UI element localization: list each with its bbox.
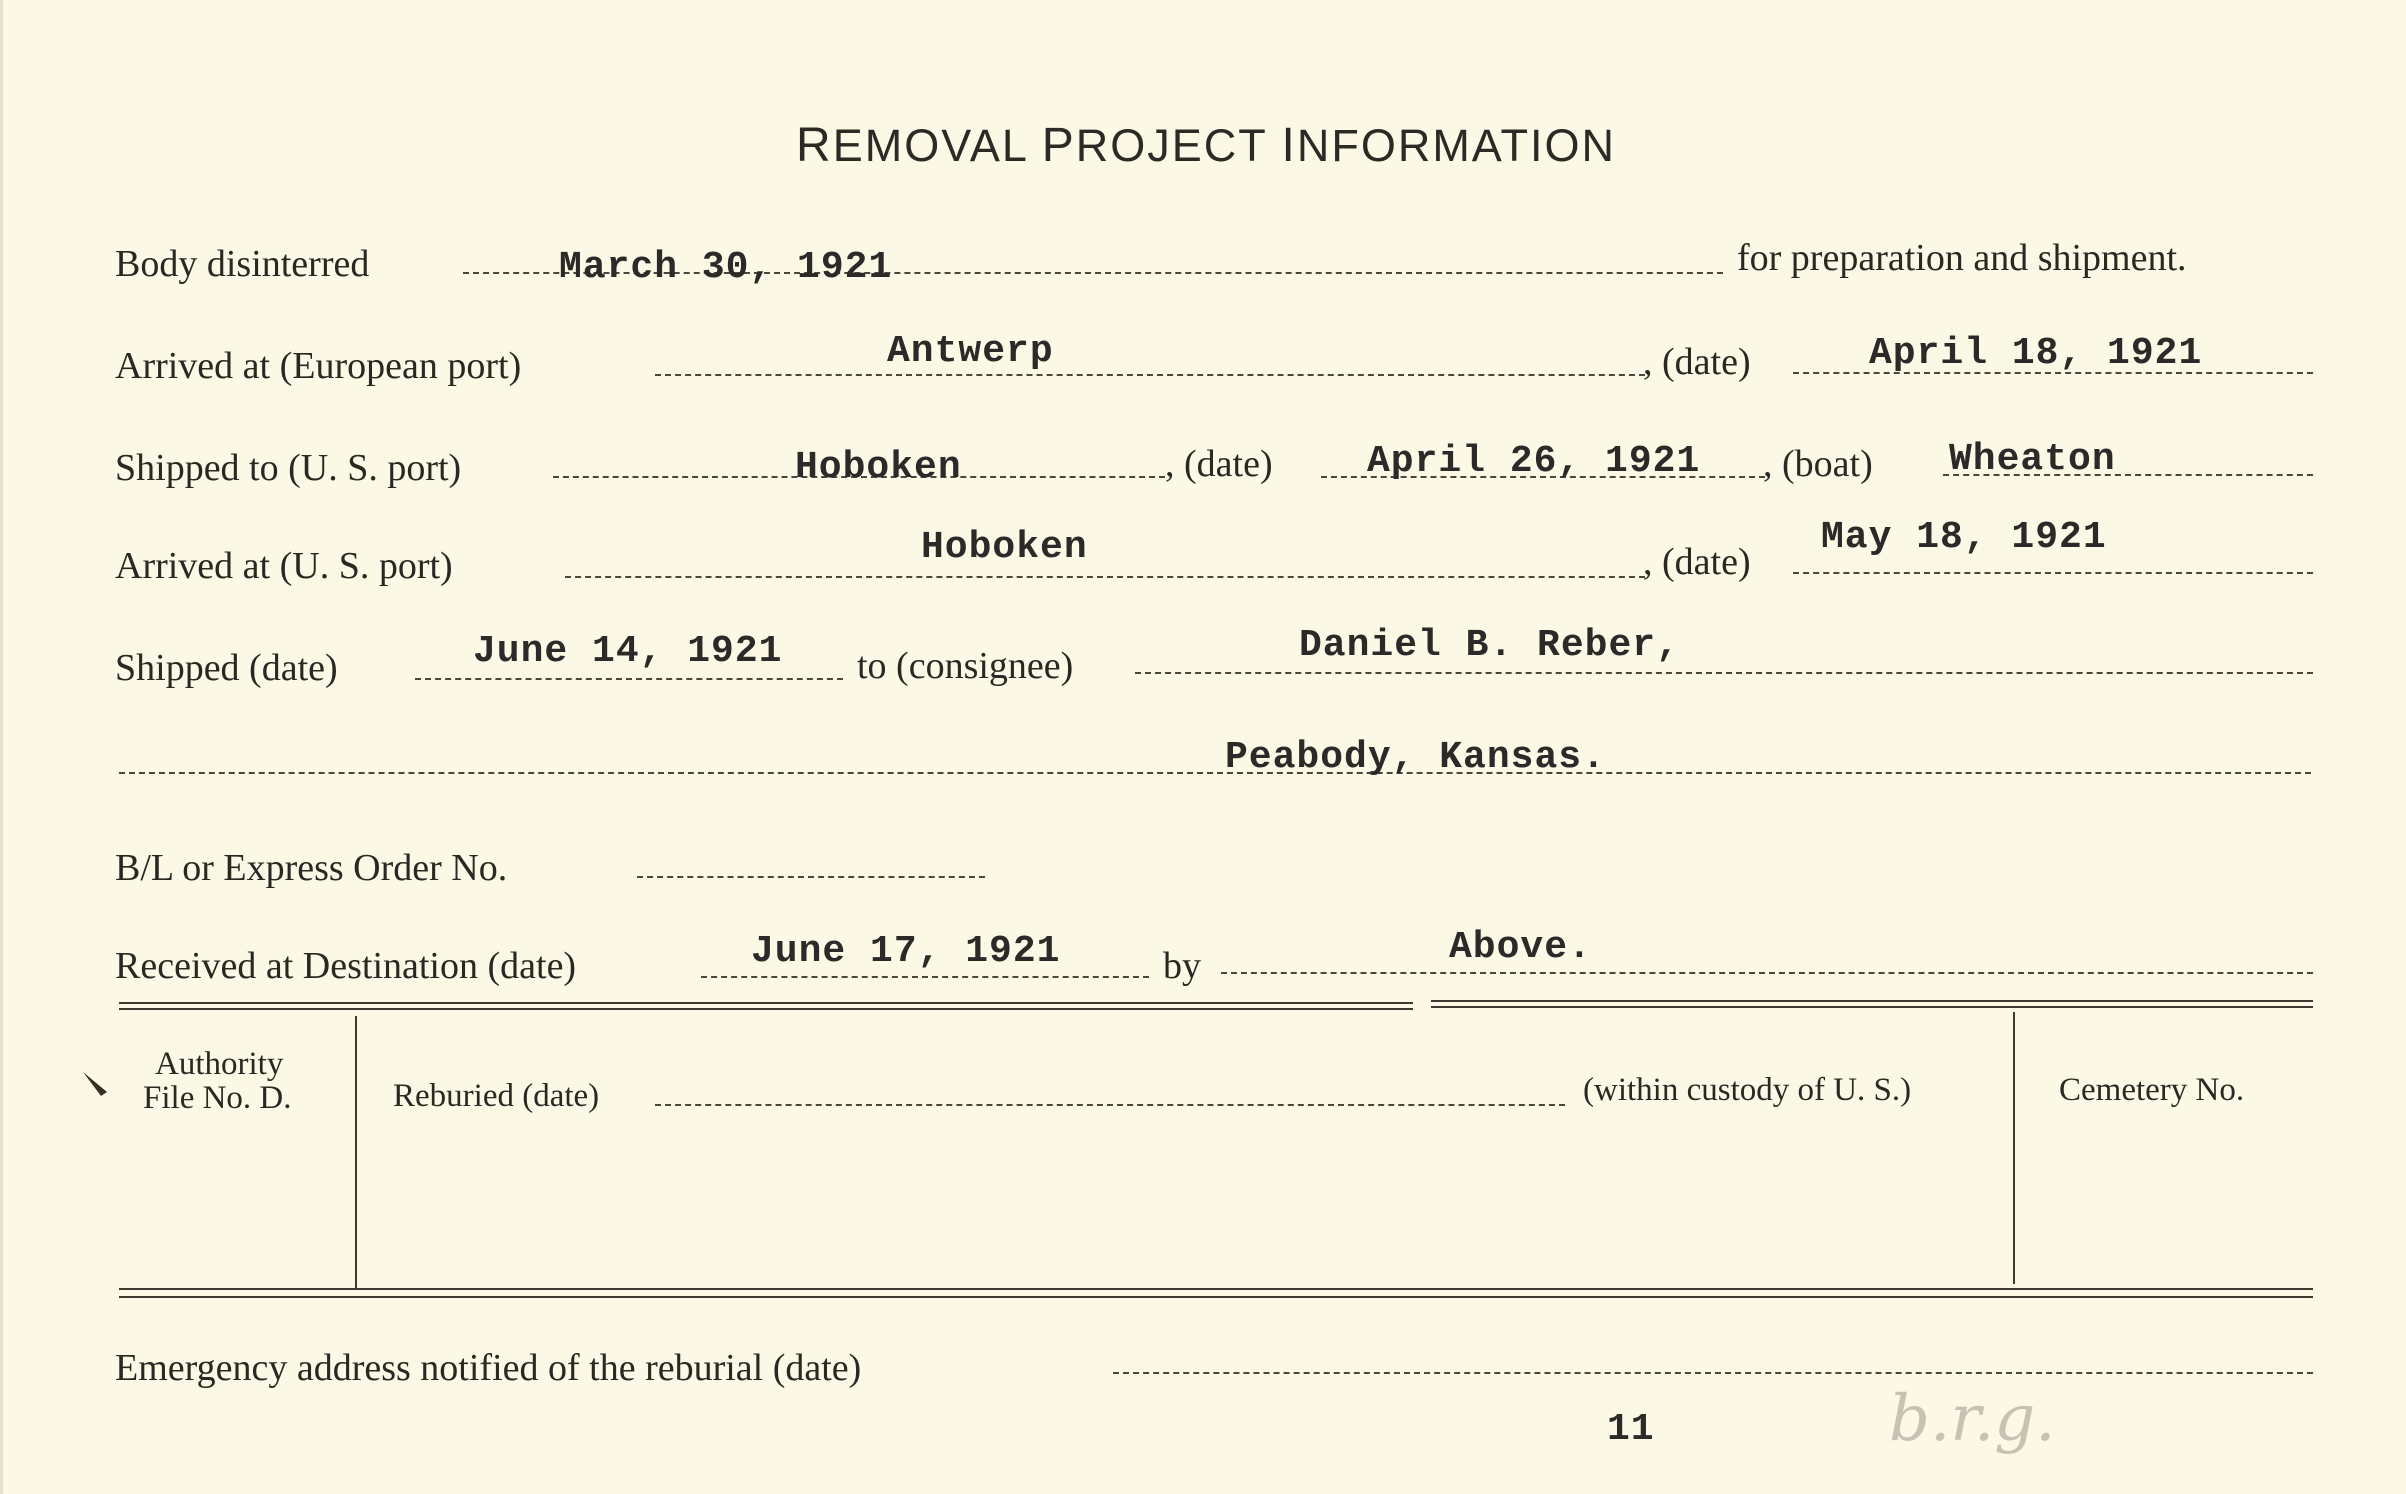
table-top-rule-right-2 xyxy=(1431,1006,2313,1008)
bl-express-order-label: B/L or Express Order No. xyxy=(115,847,508,889)
european-port-label: Arrived at (European port) xyxy=(115,345,522,387)
european-date-value: April 18, 1921 xyxy=(1869,332,2203,375)
emergency-address-label: Emergency address notified of the reburial (date) xyxy=(115,1347,862,1389)
shipped-date-label: , (date) xyxy=(1165,443,1273,485)
received-destination-label: Received at Destination (date) xyxy=(115,945,577,987)
boat-label: , (boat) xyxy=(1763,443,1873,485)
table-top-rule-right xyxy=(1431,1000,2313,1002)
shipped-to-port-label: Shipped to (U. S. port) xyxy=(115,447,462,489)
shipped-date-row-line xyxy=(415,678,843,680)
authority-label: Authority xyxy=(155,1046,284,1082)
us-port-line xyxy=(565,576,1645,578)
received-destination-value: June 17, 1921 xyxy=(751,930,1061,973)
consignee-label: to (consignee) xyxy=(857,645,1074,687)
shipped-date-row-label: Shipped (date) xyxy=(115,647,338,689)
title-initial: R xyxy=(796,119,833,172)
received-destination-line xyxy=(701,976,1149,978)
us-port-label: Arrived at (U. S. port) xyxy=(115,545,453,587)
title-part: EMOVAL xyxy=(832,120,1042,171)
title-part: ROJECT xyxy=(1075,120,1282,171)
table-divider-left xyxy=(355,1016,357,1290)
body-disinterred-label: Body disinterred xyxy=(115,243,370,285)
us-port-date-value: May 18, 1921 xyxy=(1821,516,2107,559)
reburied-line xyxy=(655,1104,1565,1106)
body-disinterred-value: March 30, 1921 xyxy=(559,246,893,289)
us-port-date-label: , (date) xyxy=(1643,541,1751,583)
shipped-date-value: April 26, 1921 xyxy=(1367,440,1701,483)
table-divider-right xyxy=(2013,1012,2015,1284)
consignee-value: Daniel B. Reber, xyxy=(1299,624,1680,667)
emergency-address-line xyxy=(1113,1372,2313,1374)
us-port-date-line xyxy=(1793,572,2313,574)
pointer-arrow-icon xyxy=(81,1070,111,1100)
us-port-value: Hoboken xyxy=(921,526,1088,569)
european-date-label: , (date) xyxy=(1643,341,1751,383)
european-port-value: Antwerp xyxy=(887,330,1054,373)
cemetery-no-label: Cemetery No. xyxy=(2059,1072,2245,1108)
title-part: NFORMATION xyxy=(1296,120,1616,171)
consignee-address-line xyxy=(119,772,2311,774)
shipped-date-row-value: June 14, 1921 xyxy=(473,630,783,673)
received-by-line xyxy=(1221,972,2313,974)
table-bottom-rule-2 xyxy=(119,1296,2313,1298)
form-title xyxy=(3,118,2406,173)
bl-express-order-line xyxy=(637,876,985,878)
consignee-address-value: Peabody, Kansas. xyxy=(1225,736,1606,779)
shipped-to-port-value: Hoboken xyxy=(795,446,962,489)
preparation-shipment-text: for preparation and shipment. xyxy=(1737,237,2187,279)
table-top-rule-left-2 xyxy=(119,1008,1413,1010)
table-top-rule-left xyxy=(119,1002,1413,1004)
pencil-initials: b.r.g. xyxy=(1889,1382,2056,1456)
reburied-label: Reburied (date) xyxy=(393,1078,600,1114)
european-port-line xyxy=(655,374,1645,376)
boat-value: Wheaton xyxy=(1949,438,2116,481)
card-number: 11 xyxy=(1607,1408,1655,1451)
title-initial: P xyxy=(1041,119,1076,172)
received-by-value: Above. xyxy=(1449,926,1592,969)
title-initial: I xyxy=(1281,119,1297,172)
consignee-line xyxy=(1135,672,2313,674)
custody-label: (within custody of U. S.) xyxy=(1583,1072,1912,1108)
authority-file-label: File No. D. xyxy=(143,1080,292,1116)
table-bottom-rule xyxy=(119,1288,2313,1290)
received-by-label: by xyxy=(1163,945,1201,987)
